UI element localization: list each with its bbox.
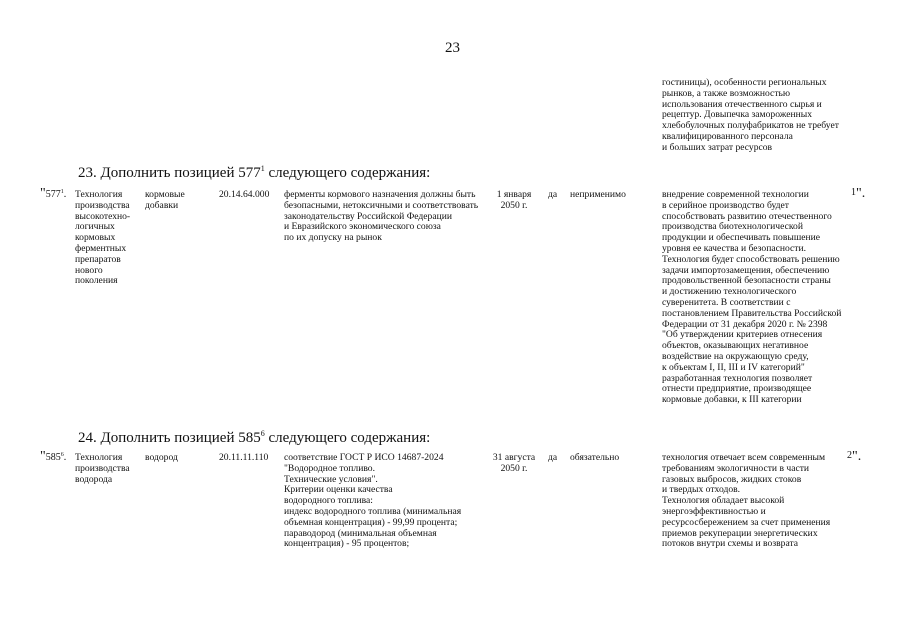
code-cell: 20.14.64.000 [219, 189, 270, 200]
row-end-mark [851, 187, 865, 199]
position-superscript: 6 [60, 452, 64, 458]
open-quote: " [40, 186, 46, 201]
continuation-text: гостиницы), особенности региональных рынков, а также возможностью использования отечественного сырья и рецептур. Довыпечка замороженных хлебобулочных полуфабрикатов не требует квалифицированного персонала и больших затрат ресурсов [662, 77, 839, 153]
justification-cell: внедрение современной технологии в серийное производство будет способствовать развитию отечественного производства биотехнологической продукции и обеспечивать повышение уровня ее качества и безопасности. Технология будет способствовать решению задачи импортозамещения, обеспечению продовольственной безопасности страны и достижению технологического суверенитета. В соответствии с постановлением Правительства Российской Федерации от 31 декабря 2020 г. № 2398 "Об утверждении критериев отнесения объектов, оказывающих негативное воздействие на окружающую среду, к объектам I, II, III и IV категорий" разработанная технология позволяет отнести предприятие, производящее кормовые добавки, к III категории [662, 189, 842, 406]
end-quote: ". [856, 186, 866, 201]
position-dot: . [63, 189, 67, 200]
section-heading-23 [78, 160, 430, 182]
requirement-cell: неприменимо [570, 189, 626, 200]
page-number: 23 [445, 40, 460, 56]
requirement-cell: обязательно [570, 452, 620, 463]
criteria-cell: ферменты кормового назначения должны быть безопасными, нетоксичными и соответствовать законодательству Российской Федерации и Евразийского экономического союза по их допуску на рынок [284, 189, 479, 244]
end-number: 1 [851, 187, 856, 198]
deadline-cell: 31 августа 2050 г. [492, 452, 536, 474]
position-superscript: 1 [60, 189, 64, 195]
deadline-cell: 1 января 2050 г. [496, 189, 532, 211]
code-cell: 20.11.11.110 [219, 452, 269, 463]
position-value: 585 [45, 452, 61, 463]
heading-text-suffix: следующего содержания: [264, 430, 431, 446]
technology-cell: Технология производства водорода [75, 452, 130, 485]
row-end-mark [847, 450, 861, 462]
open-quote: " [40, 449, 46, 464]
justification-cell: технология отвечает всем современным требованиям экологичности в части газовых выбросов, жидких стоков и твердых отходов. Технология обладает высокой энергоэффективностью и ресурсосбережением за счет применения приемов рекуперации энергетических потоков внутри схемы и возврата [662, 452, 831, 550]
end-number: 2 [847, 450, 852, 461]
position-dot: . [63, 452, 67, 463]
position-value: 577 [45, 189, 61, 200]
heading-text-suffix: следующего содержания: [264, 165, 431, 181]
heading-text: 24. Дополнить позицией 585 [78, 430, 261, 446]
product-cell: водород [145, 452, 178, 463]
position-number [40, 450, 66, 463]
criteria-cell: соответствие ГОСТ Р ИСО 14687-2024 "Водородное топливо. Технические условия". Критерии оценки качества водородного топлива: индекс водородного топлива (минимальная объемная концентрация) - 99,99 процента; параводород (минимальная объемная концентрация) - 95 процентов; [284, 452, 462, 550]
end-quote: ". [852, 449, 862, 464]
section-heading-24 [78, 425, 430, 447]
heading-superscript: 6 [260, 429, 265, 438]
position-number [40, 187, 66, 200]
flag-cell: да [548, 189, 558, 200]
flag-cell: да [548, 452, 558, 463]
heading-superscript: 1 [260, 164, 265, 173]
product-cell: кормовые добавки [145, 189, 185, 211]
heading-text: 23. Дополнить позицией 577 [78, 165, 261, 181]
technology-cell: Технология производства высокотехно- логичных кормовых ферментных препаратов нового поколения [75, 189, 131, 287]
